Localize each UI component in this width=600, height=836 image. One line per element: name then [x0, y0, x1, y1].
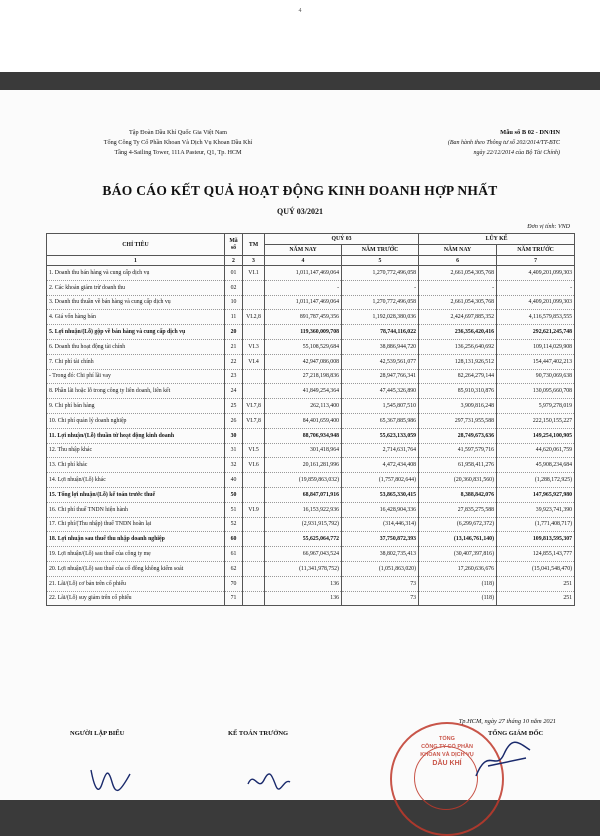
- row-quarter-last-year: 73: [342, 576, 419, 591]
- row-quarter-last-year: 1,545,807,510: [342, 399, 419, 414]
- row-note: VI.7,8: [243, 413, 265, 428]
- row-quarter-this-year: 42,947,086,008: [265, 354, 342, 369]
- row-ytd-last-year: 147,965,927,980: [497, 487, 575, 502]
- row-quarter-last-year: 28,947,766,341: [342, 369, 419, 384]
- row-code: 25: [225, 399, 243, 414]
- income-statement-table: [46, 233, 575, 606]
- column-index-row: [47, 256, 575, 266]
- row-quarter-last-year: 47,445,326,890: [342, 384, 419, 399]
- row-quarter-last-year: 73: [342, 591, 419, 606]
- row-quarter-last-year: 38,886,944,720: [342, 339, 419, 354]
- currency-unit: Đơn vị tính: VND: [527, 224, 570, 230]
- row-ytd-this-year: 3,909,816,248: [419, 399, 497, 414]
- index-cell: 2: [225, 256, 243, 266]
- form-header: [350, 128, 560, 158]
- row-item: 18. Lợi nhuận sau thuế thu nhập doanh nghiệp: [47, 532, 225, 547]
- row-quarter-this-year: -: [265, 280, 342, 295]
- report-page: [0, 90, 600, 800]
- row-note: [243, 384, 265, 399]
- row-ytd-last-year: (1,288,172,925): [497, 473, 575, 488]
- row-ytd-this-year: 17,260,636,676: [419, 561, 497, 576]
- row-item: 16. Chi phí thuế TNDN hiện hành: [47, 502, 225, 517]
- row-quarter-this-year: 27,218,198,836: [265, 369, 342, 384]
- row-quarter-last-year: (1,051,863,020): [342, 561, 419, 576]
- form-code: Mẫu số B 02 - DN/HN: [500, 129, 560, 136]
- header-y-this-year: NĂM NAY: [419, 245, 497, 256]
- row-ytd-this-year: 82,264,279,144: [419, 369, 497, 384]
- row-quarter-this-year: 16,153,922,936: [265, 502, 342, 517]
- row-code: 01: [225, 266, 243, 281]
- row-code: 32: [225, 458, 243, 473]
- row-note: [243, 280, 265, 295]
- preparer-signature: [86, 762, 136, 800]
- row-code: 61: [225, 547, 243, 562]
- row-item: - Trong đó: Chi phí lãi vay: [47, 369, 225, 384]
- row-ytd-this-year: 2,661,054,305,768: [419, 295, 497, 310]
- table-row: [47, 532, 575, 547]
- row-ytd-last-year: 130,095,660,708: [497, 384, 575, 399]
- table-row: [47, 399, 575, 414]
- row-item: 10. Chi phí quản lý doanh nghiệp: [47, 413, 225, 428]
- row-item: 7. Chi phí tài chính: [47, 354, 225, 369]
- row-code: 24: [225, 384, 243, 399]
- accountant-title: KẾ TOÁN TRƯỞNG: [228, 730, 289, 737]
- row-code: 71: [225, 591, 243, 606]
- row-item: 8. Phần lãi hoặc lỗ trong công ty liên doanh, liên kết: [47, 384, 225, 399]
- row-code: 70: [225, 576, 243, 591]
- row-code: 23: [225, 369, 243, 384]
- row-ytd-last-year: 4,116,579,853,555: [497, 310, 575, 325]
- row-note: VI.5: [243, 443, 265, 458]
- table-row: [47, 354, 575, 369]
- index-cell: 4: [265, 256, 342, 266]
- row-ytd-this-year: -: [419, 280, 497, 295]
- company-name: Tổng Công Ty Cổ Phần Khoan Và Dịch Vụ Khoan Dầu Khí: [103, 139, 253, 146]
- header-note: TM: [243, 234, 265, 256]
- row-quarter-last-year: 2,714,631,764: [342, 443, 419, 458]
- row-ytd-this-year: 41,597,579,716: [419, 443, 497, 458]
- row-code: 40: [225, 473, 243, 488]
- table-row: [47, 547, 575, 562]
- row-code: 60: [225, 532, 243, 547]
- row-ytd-this-year: 128,131,926,512: [419, 354, 497, 369]
- director-title: TỔNG GIÁM ĐỐC: [488, 730, 544, 737]
- row-code: 22: [225, 354, 243, 369]
- row-quarter-last-year: 78,744,116,022: [342, 325, 419, 340]
- row-item: 3. Doanh thu thuần về bán hàng và cung cấp dịch vụ: [47, 295, 225, 310]
- seal-text: KHOAN VÀ DỊCH VỤ: [420, 752, 474, 758]
- signing-date: Tp.HCM, ngày 27 tháng 10 năm 2021: [458, 718, 556, 725]
- row-item: 19. Lợi nhuận/(Lỗ) sau thuế của công ty mẹ: [47, 547, 225, 562]
- row-quarter-last-year: 1,192,028,380,036: [342, 310, 419, 325]
- row-quarter-last-year: 1,270,772,496,058: [342, 266, 419, 281]
- page-number: 4: [298, 8, 302, 14]
- index-cell: 3: [243, 256, 265, 266]
- row-quarter-last-year: -: [342, 280, 419, 295]
- row-ytd-last-year: 109,813,595,307: [497, 532, 575, 547]
- row-note: VI.7,8: [243, 399, 265, 414]
- row-note: [243, 369, 265, 384]
- row-note: [243, 428, 265, 443]
- table-row: [47, 310, 575, 325]
- row-ytd-last-year: 292,621,245,748: [497, 325, 575, 340]
- table-row: [47, 339, 575, 354]
- row-quarter-this-year: 20,161,281,996: [265, 458, 342, 473]
- row-ytd-last-year: 44,620,061,759: [497, 443, 575, 458]
- row-note: VI.3: [243, 339, 265, 354]
- row-item: 12. Thu nhập khác: [47, 443, 225, 458]
- row-ytd-this-year: 236,356,420,416: [419, 325, 497, 340]
- row-item: 1. Doanh thu bán hàng và cung cấp dịch vụ: [47, 266, 225, 281]
- row-quarter-this-year: 262,113,400: [265, 399, 342, 414]
- table-row: [47, 295, 575, 310]
- row-quarter-this-year: 84,401,659,400: [265, 413, 342, 428]
- row-quarter-last-year: 53,865,330,415: [342, 487, 419, 502]
- seal-text: DẦU KHÍ: [432, 760, 462, 767]
- row-code: 02: [225, 280, 243, 295]
- row-ytd-this-year: 85,910,310,876: [419, 384, 497, 399]
- row-code: 20: [225, 325, 243, 340]
- table-row: [47, 443, 575, 458]
- row-item: 9. Chi phí bán hàng: [47, 399, 225, 414]
- header-q-last-year: NĂM TRƯỚC: [342, 245, 419, 256]
- header-code: Mã số: [225, 234, 243, 256]
- row-quarter-this-year: 1,011,147,469,064: [265, 266, 342, 281]
- row-item: 4. Giá vốn hàng bán: [47, 310, 225, 325]
- row-quarter-this-year: 136: [265, 576, 342, 591]
- row-note: [243, 547, 265, 562]
- company-header: [88, 128, 268, 158]
- table-row: [47, 517, 575, 532]
- row-quarter-this-year: 55,108,529,684: [265, 339, 342, 354]
- row-ytd-this-year: 2,424,697,885,352: [419, 310, 497, 325]
- table-row: [47, 384, 575, 399]
- row-item: 15. Tổng lợi nhuận/(Lỗ) kế toán trước thuế: [47, 487, 225, 502]
- row-ytd-last-year: 251: [497, 591, 575, 606]
- report-period: QUÝ 03/2021: [277, 207, 323, 216]
- row-item: 21. Lãi/(Lỗ) cơ bản trên cổ phiếu: [47, 576, 225, 591]
- accountant-signature: [244, 766, 294, 796]
- row-quarter-last-year: 16,428,904,336: [342, 502, 419, 517]
- report-title: BÁO CÁO KẾT QUẢ HOẠT ĐỘNG KINH DOANH HỢP NHẤT: [102, 183, 498, 198]
- row-quarter-this-year: 41,849,254,364: [265, 384, 342, 399]
- table-row: [47, 502, 575, 517]
- row-ytd-this-year: 61,958,411,276: [419, 458, 497, 473]
- row-ytd-last-year: 154,447,402,213: [497, 354, 575, 369]
- row-code: 21: [225, 339, 243, 354]
- row-quarter-last-year: 42,539,561,077: [342, 354, 419, 369]
- row-quarter-last-year: 37,750,872,393: [342, 532, 419, 547]
- row-quarter-last-year: (314,446,314): [342, 517, 419, 532]
- row-code: 10: [225, 295, 243, 310]
- row-ytd-last-year: 39,923,741,390: [497, 502, 575, 517]
- header-quarter: QUÝ 03: [265, 234, 419, 245]
- table-row: [47, 428, 575, 443]
- row-note: VI.4: [243, 354, 265, 369]
- table-row: [47, 266, 575, 281]
- index-cell: 6: [419, 256, 497, 266]
- row-quarter-this-year: 301,418,964: [265, 443, 342, 458]
- row-quarter-last-year: 38,802,735,413: [342, 547, 419, 562]
- form-note-1: (Ban hành theo Thông tư số 202/2014/TT-BTC: [447, 140, 560, 146]
- row-ytd-this-year: (118): [419, 591, 497, 606]
- preparer-title: NGƯỜI LẬP BIỂU: [70, 730, 125, 737]
- row-ytd-this-year: 8,388,842,076: [419, 487, 497, 502]
- row-ytd-this-year: 28,749,673,636: [419, 428, 497, 443]
- row-quarter-last-year: 65,367,885,986: [342, 413, 419, 428]
- row-ytd-this-year: (118): [419, 576, 497, 591]
- row-note: [243, 325, 265, 340]
- row-quarter-last-year: 4,472,434,408: [342, 458, 419, 473]
- row-code: 31: [225, 443, 243, 458]
- row-quarter-this-year: (11,341,978,752): [265, 561, 342, 576]
- row-code: 30: [225, 428, 243, 443]
- row-quarter-last-year: 55,623,133,059: [342, 428, 419, 443]
- row-item: 20. Lợi nhuận/(Lỗ) sau thuế của cổ đông không kiểm soát: [47, 561, 225, 576]
- row-ytd-this-year: 27,835,275,588: [419, 502, 497, 517]
- row-ytd-this-year: (20,360,831,560): [419, 473, 497, 488]
- header-item: CHỈ TIÊU: [47, 234, 225, 256]
- row-quarter-last-year: (1,757,802,644): [342, 473, 419, 488]
- seal-text: TỔNG: [439, 736, 455, 742]
- row-note: [243, 591, 265, 606]
- row-quarter-this-year: 88,706,934,948: [265, 428, 342, 443]
- table-row: [47, 458, 575, 473]
- row-code: 51: [225, 502, 243, 517]
- row-quarter-last-year: 1,270,772,496,058: [342, 295, 419, 310]
- row-quarter-this-year: 136: [265, 591, 342, 606]
- row-ytd-last-year: 251: [497, 576, 575, 591]
- row-ytd-last-year: 109,114,029,908: [497, 339, 575, 354]
- row-ytd-this-year: (6,299,672,372): [419, 517, 497, 532]
- row-quarter-this-year: 119,360,009,708: [265, 325, 342, 340]
- row-item: 14. Lợi nhuận/(Lỗ) khác: [47, 473, 225, 488]
- row-item: 2. Các khoản giảm trừ doanh thu: [47, 280, 225, 295]
- table-row: [47, 561, 575, 576]
- row-code: 11: [225, 310, 243, 325]
- row-note: VI.2,8: [243, 310, 265, 325]
- row-item: 17. Chi phí/(Thu nhập) thuế TNDN hoãn lại: [47, 517, 225, 532]
- row-quarter-this-year: (2,931,915,792): [265, 517, 342, 532]
- company-group: Tập Đoàn Dầu Khí Quốc Gia Việt Nam: [129, 129, 227, 136]
- row-ytd-last-year: (1,771,408,717): [497, 517, 575, 532]
- row-ytd-last-year: -: [497, 280, 575, 295]
- row-ytd-last-year: 222,150,155,227: [497, 413, 575, 428]
- table-row: [47, 473, 575, 488]
- table-row: [47, 487, 575, 502]
- table-row: [47, 413, 575, 428]
- row-item: 22. Lãi/(Lỗ) suy giảm trên cổ phiếu: [47, 591, 225, 606]
- row-item: 11. Lợi nhuận/(Lỗ) thuần từ hoạt động kinh doanh: [47, 428, 225, 443]
- index-cell: 5: [342, 256, 419, 266]
- row-item: 5. Lợi nhuận/(Lỗ) gộp về bán hàng và cung cấp dịch vụ: [47, 325, 225, 340]
- header-y-last-year: NĂM TRƯỚC: [497, 245, 575, 256]
- company-address: Tầng 4-Sailing Tower, 111A Pasteur, Q1, Tp. HCM: [114, 149, 242, 156]
- row-note: [243, 561, 265, 576]
- previous-page: [0, 0, 600, 72]
- row-quarter-this-year: 68,847,071,916: [265, 487, 342, 502]
- header-q-this-year: NĂM NAY: [265, 245, 342, 256]
- row-ytd-last-year: 4,409,201,099,303: [497, 295, 575, 310]
- row-ytd-last-year: (15,041,548,470): [497, 561, 575, 576]
- row-note: [243, 576, 265, 591]
- row-code: 26: [225, 413, 243, 428]
- row-ytd-last-year: 4,409,201,099,303: [497, 266, 575, 281]
- row-note: [243, 473, 265, 488]
- row-ytd-this-year: 297,731,955,588: [419, 413, 497, 428]
- row-quarter-this-year: 66,967,043,524: [265, 547, 342, 562]
- row-ytd-this-year: (13,146,761,140): [419, 532, 497, 547]
- row-ytd-last-year: 149,254,100,905: [497, 428, 575, 443]
- row-note: [243, 295, 265, 310]
- row-ytd-last-year: 45,908,234,684: [497, 458, 575, 473]
- table-row: [47, 591, 575, 606]
- row-item: 13. Chi phí khác: [47, 458, 225, 473]
- row-quarter-this-year: 891,787,459,356: [265, 310, 342, 325]
- row-quarter-this-year: 1,011,147,469,064: [265, 295, 342, 310]
- row-note: VI.6: [243, 458, 265, 473]
- table-row: [47, 325, 575, 340]
- index-cell: 7: [497, 256, 575, 266]
- row-quarter-this-year: 55,625,064,772: [265, 532, 342, 547]
- row-ytd-last-year: 5,979,278,019: [497, 399, 575, 414]
- row-note: VI.1: [243, 266, 265, 281]
- row-note: [243, 487, 265, 502]
- row-ytd-last-year: 90,730,069,638: [497, 369, 575, 384]
- row-quarter-this-year: (19,859,863,032): [265, 473, 342, 488]
- row-ytd-this-year: 136,256,640,692: [419, 339, 497, 354]
- header-ytd: LŨY KẾ: [419, 234, 575, 245]
- row-code: 52: [225, 517, 243, 532]
- row-ytd-this-year: 2,661,054,305,768: [419, 266, 497, 281]
- director-signature: [468, 736, 538, 786]
- table-row: [47, 576, 575, 591]
- seal-text: CÔNG TY CỔ PHẦN: [421, 744, 473, 750]
- row-item: 6. Doanh thu hoạt động tài chính: [47, 339, 225, 354]
- table-row: [47, 369, 575, 384]
- row-ytd-this-year: (30,407,397,816): [419, 547, 497, 562]
- row-note: [243, 517, 265, 532]
- table-row: [47, 280, 575, 295]
- row-note: [243, 532, 265, 547]
- form-note-2: ngày 22/12/2014 của Bộ Tài Chính): [473, 150, 560, 156]
- row-code: 50: [225, 487, 243, 502]
- row-code: 62: [225, 561, 243, 576]
- row-ytd-last-year: 124,855,143,777: [497, 547, 575, 562]
- row-note: VI.9: [243, 502, 265, 517]
- index-cell: 1: [47, 256, 225, 266]
